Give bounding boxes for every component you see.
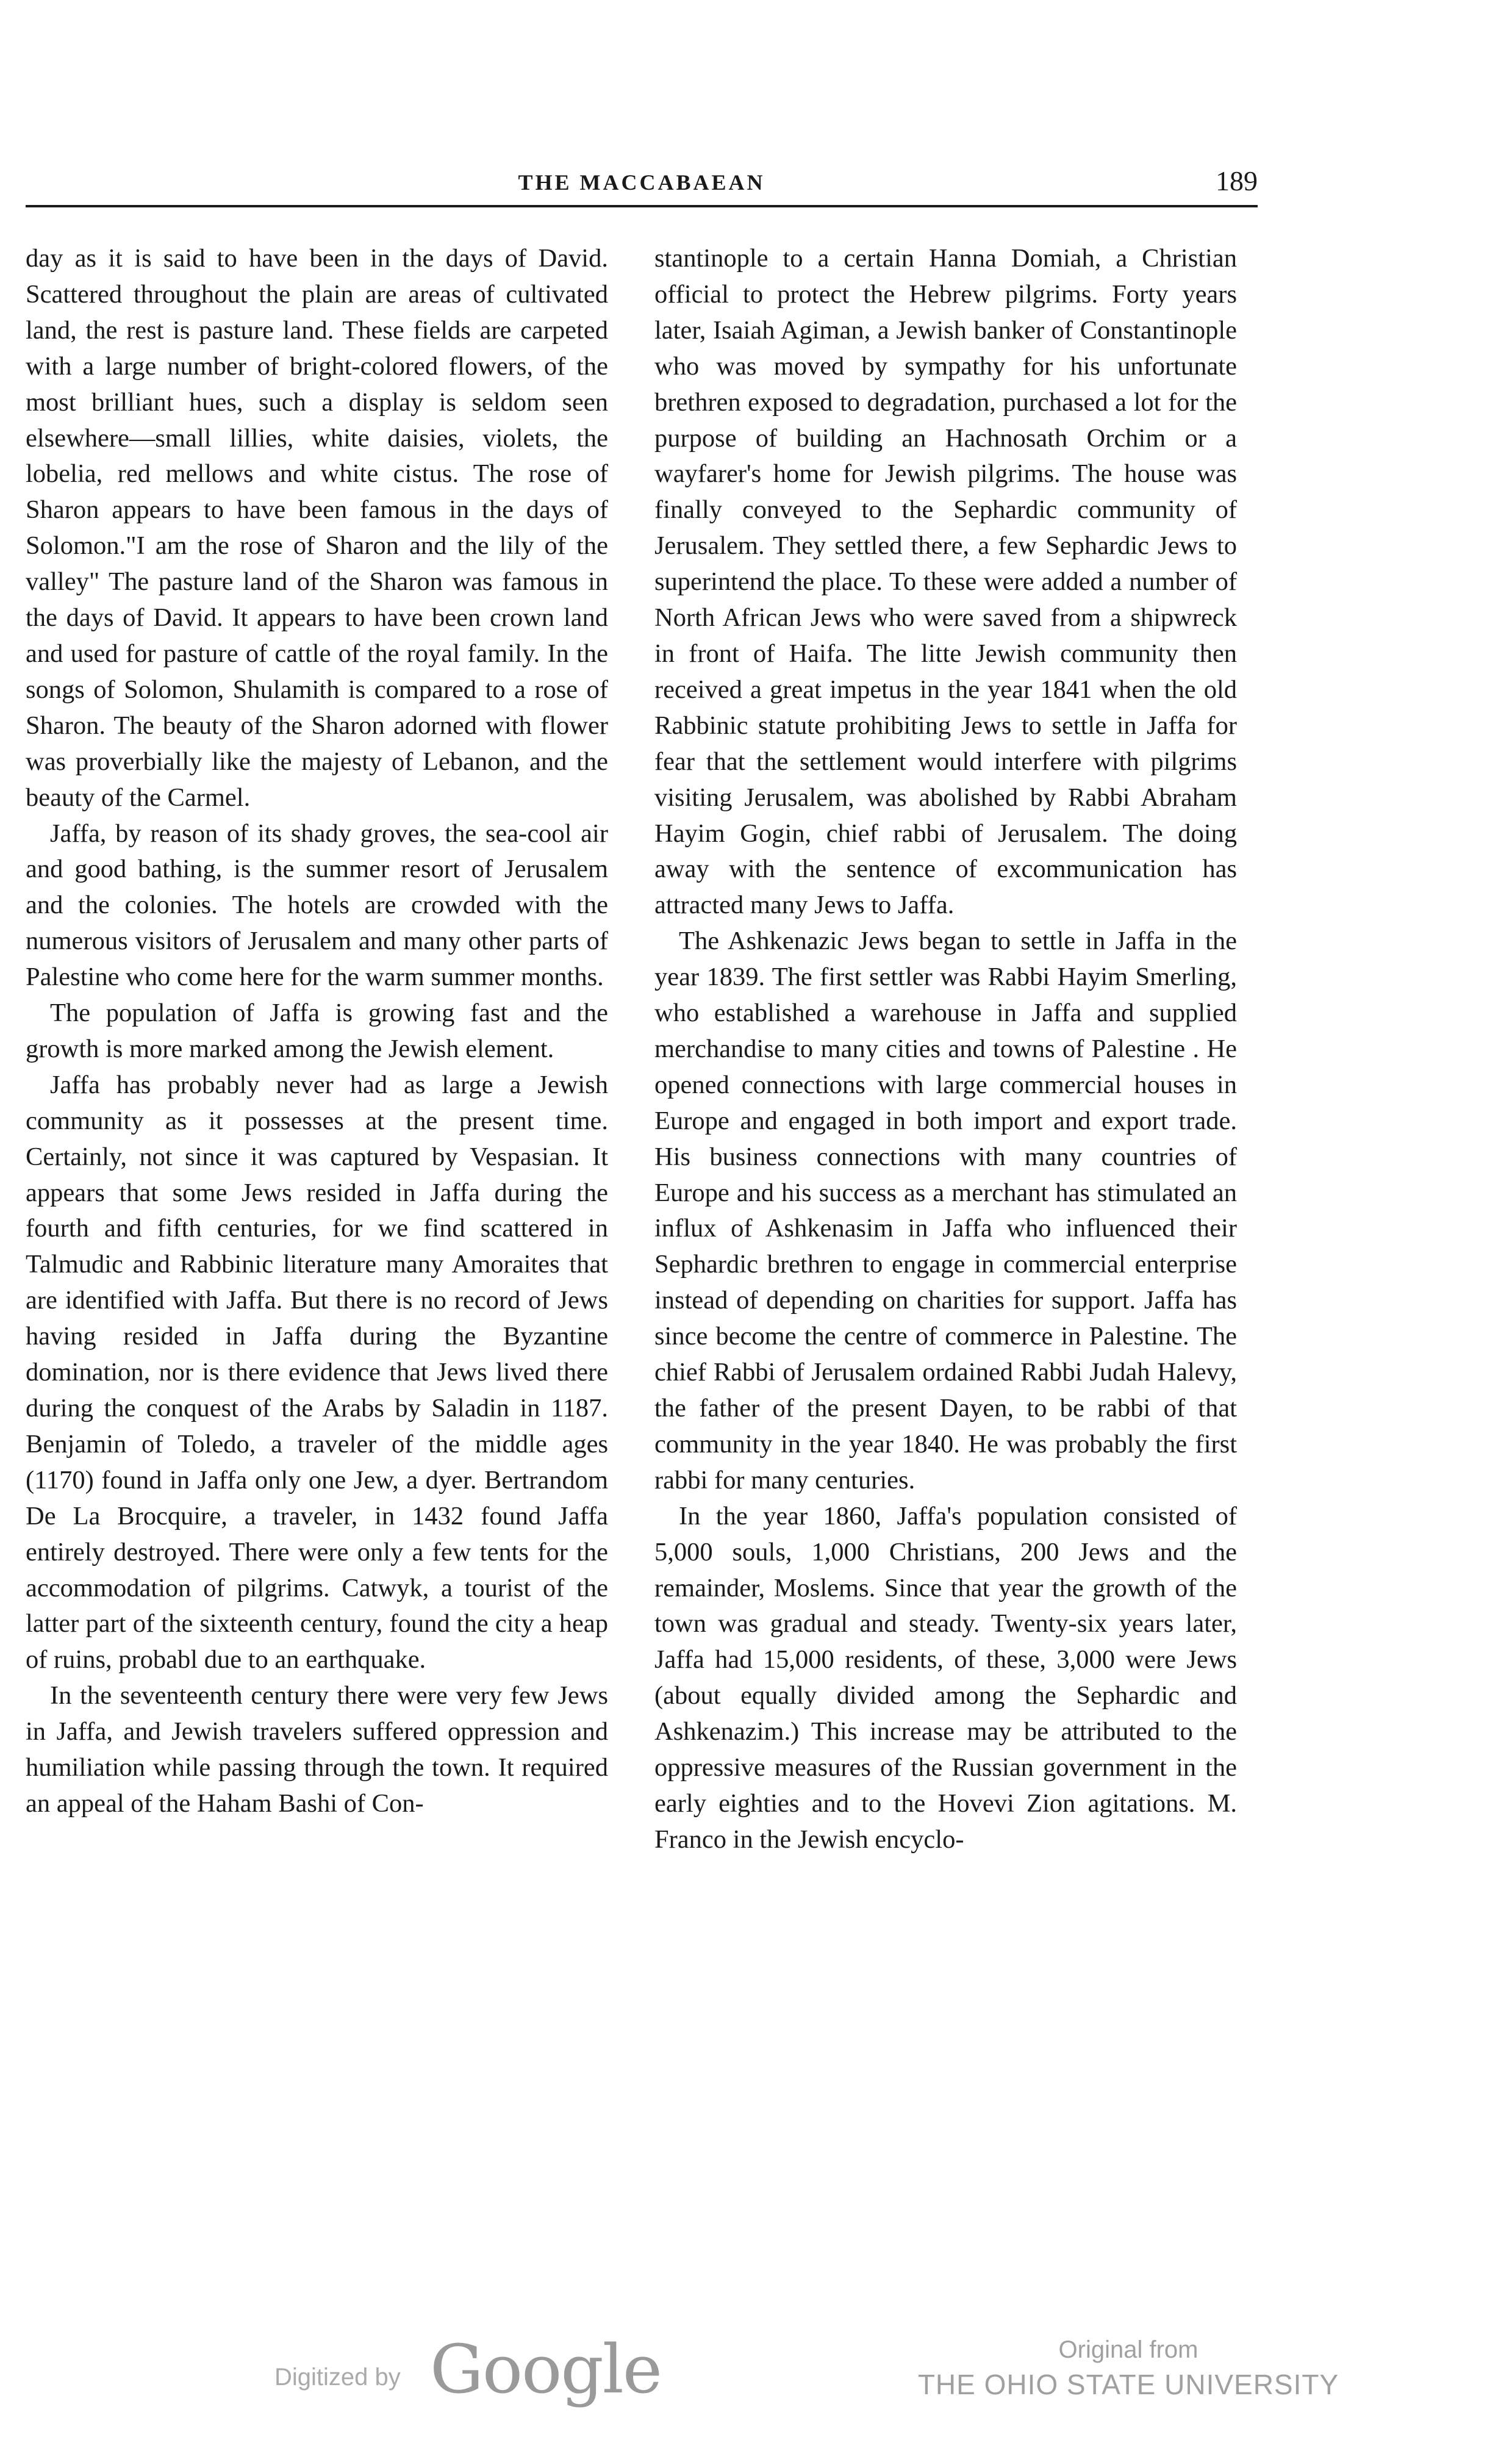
- paragraph: The Ashkenazic Jews began to settle in Jaffa in the year 1839. The first settler was Rabbi Hayim Smerling, who established a warehouse in Jaffa and supplied merchandise to many cities and towns of Palestine . He opened connections with large commercial houses in Europe and engaged in both import and export trade. His business connections with many countries of Europe and his success as a merchant has stimulated an influx of Ashkenasim in Jaffa who influenced their Sephardic brethren to engage in commercial enterprise instead of depending on charities for support. Jaffa has since become the centre of commerce in Palestine. The chief Rabbi of Jerusalem ordained Rabbi Judah Halevy, the father of the present Dayen, to be rabbi of that community in the year 1840. He was probably the first rabbi for many centuries.: [654, 927, 1237, 1494]
- header-rule: [26, 205, 1258, 207]
- right-column: [654, 241, 1237, 1858]
- paragraph: In the year 1860, Jaffa's population consisted of 5,000 souls, 1,000 Christians, 200 Jews and the remainder, Moslems. Since that year the growth of the town was gradual and steady. Twenty-six years later, Jaffa had 15,000 residents, of these, 3,000 were Jews (about equally divided among the Sephardic and Ashkenazim.) This increase may be attributed to the oppressive measures of the Russian government in the early eighties and to the Hovevi Zion agitations. M. Franco in the Jewish encyclo-: [654, 1501, 1237, 1854]
- paragraph: Jaffa, by reason of its shady groves, the sea-cool air and good bathing, is the summer resort of Jerusalem and the colonies. The hotels are crowded with the numerous visitors of Jerusalem and many other parts of Palestine who come here for the warm summer months.: [26, 819, 608, 992]
- left-column: [26, 241, 608, 1822]
- paragraph: In the seventeenth century there were very few Jews in Jaffa, and Jewish travelers suffered oppression and humiliation while passing through the town. It required an appeal of the Haham Bashi of Con-: [26, 1681, 608, 1818]
- paragraph: stantinople to a certain Hanna Domiah, a Christian official to protect the Hebrew pilgrims. Forty years later, Isaiah Agiman, a Jewish banker of Constantinople who was moved by sympathy for his unfortunate brethren exposed to degradation, purchased a lot for the purpose of building an Hachnosath Orchim or a wayfarer's home for Jewish pilgrims. The house was finally conveyed to the Sephardic community of Jerusalem. They settled there, a few Sephardic Jews to superintend the place. To these were added a number of North African Jews who were saved from a shipwreck in front of Haifa. The litte Jewish community then received a great impetus in the year 1841 when the old Rabbinic statute prohibiting Jews to settle in Jaffa for fear that the settlement would interfere with pilgrims visiting Jerusalem, was abolished by Rabbi Abraham Hayim Gogin, chief rabbi of Jerusalem. The doing away with the sentence of excommunication has attracted many Jews to Jaffa.: [654, 244, 1237, 920]
- original-from-label: Original from: [1058, 2336, 1198, 2363]
- digitized-by-label: Digitized by: [274, 2364, 401, 2391]
- paragraph: The population of Jaffa is growing fast and the growth is more marked among the Jewish element.: [26, 999, 608, 1063]
- page-number: 189: [1216, 165, 1258, 196]
- page-footer: [0, 2330, 1512, 2422]
- page-header: [26, 165, 1258, 201]
- running-title: THE MACCABAEAN: [518, 170, 765, 195]
- google-logo: Google: [430, 2330, 662, 2408]
- university-name: THE OHIO STATE UNIVERSITY: [917, 2369, 1339, 2400]
- paragraph: day as it is said to have been in the days of David. Scattered throughout the plain are areas of cultivated land, the rest is pasture land. These fields are carpeted with a large number of bright-colored flowers, of the most brilliant hues, such a display is seldom seen elsewhere—small lillies, white daisies, violets, the lobelia, red mellows and white cistus. The rose of Sharon appears to have been famous in the days of Solomon."I am the rose of Sharon and the lily of the valley" The pasture land of the Sharon was famous in the days of David. It appears to have been crown land and used for pasture of cattle of the royal family. In the songs of Solomon, Shulamith is compared to a rose of Sharon. The beauty of the Sharon adorned with flower was proverbially like the majesty of Lebanon, and the beauty of the Carmel.: [26, 244, 608, 812]
- paragraph: Jaffa has probably never had as large a Jewish community as it possesses at the present time. Certainly, not since it was captured by Vespasian. It appears that some Jews resided in Jaffa during the fourth and fifth centuries, for we find scattered in Talmudic and Rabbinic literature many Amoraites that are identified with Jaffa. But there is no record of Jews having resided in Jaffa during the Byzantine domination, nor is there evidence that Jews lived there during the conquest of the Arabs by Saladin in 1187. Benjamin of Toledo, a traveler of the middle ages (1170) found in Jaffa only one Jew, a dyer. Bertrandom De La Brocquire, a traveler, in 1432 found Jaffa entirely destroyed. There were only a few tents for the accommodation of pilgrims. Catwyk, a tourist of the latter part of the sixteenth century, found the city a heap of ruins, probabl due to an earthquake.: [26, 1070, 608, 1674]
